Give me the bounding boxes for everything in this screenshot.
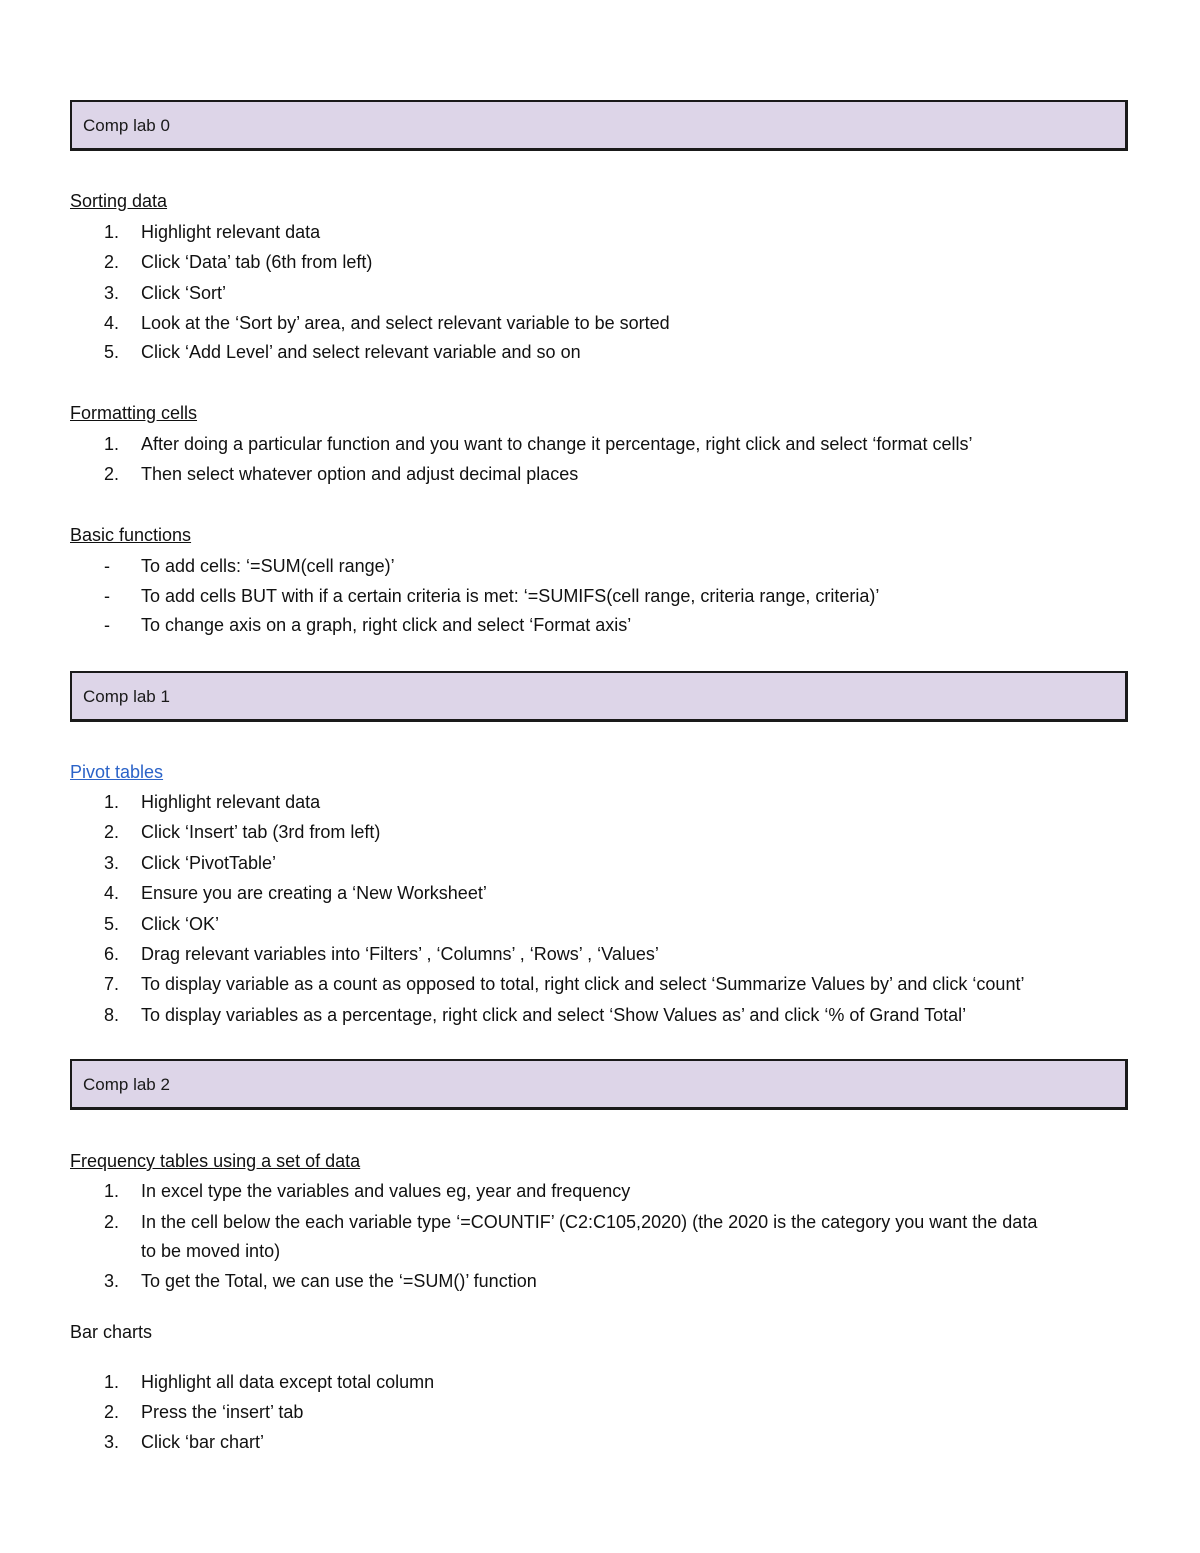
list-item: 6. Drag relevant variables into ‘Filters’ , ‘Columns’ , ‘Rows’ , ‘Values’ [104, 944, 659, 964]
list-item: - To add cells BUT with if a certain criteria is met: ‘=SUMIFS(cell range, criteria range, criteria)’ [104, 586, 880, 606]
list-item: 3. To get the Total, we can use the ‘=SUM()’ function [104, 1271, 537, 1291]
list-item: 2. Press the ‘insert’ tab [104, 1402, 304, 1422]
section-banner-lab1 [70, 671, 1128, 722]
list-item: 1. In excel type the variables and values eg, year and frequency [104, 1181, 631, 1201]
list-item: 1. Highlight relevant data [104, 222, 321, 242]
list-item: 3. Click ‘bar chart’ [104, 1432, 265, 1452]
list-item: 8. To display variables as a percentage, right click and select ‘Show Values as’ and click ‘% of Grand Total’ [104, 1005, 967, 1025]
heading-formatting-cells: Formatting cells [70, 403, 198, 423]
heading-frequency-tables: Frequency tables using a set of data [70, 1151, 361, 1171]
section-banner-lab2 [70, 1059, 1128, 1110]
list-item: 5. Click ‘OK’ [104, 914, 220, 934]
heading-sorting-data: Sorting data [70, 191, 168, 211]
list-item: 4. Look at the ‘Sort by’ area, and select relevant variable to be sorted [104, 313, 670, 333]
list-item: 3. Click ‘PivotTable’ [104, 853, 277, 873]
section-banner-lab0 [70, 100, 1128, 151]
banner-title: Comp lab 0 [83, 116, 170, 135]
list-item: - To add cells: ‘=SUM(cell range)’ [104, 556, 395, 576]
list-item: 1. Highlight all data except total column [104, 1372, 435, 1392]
list-item: 2. Then select whatever option and adjust decimal places [104, 464, 579, 484]
heading-pivot-tables-link[interactable]: Pivot tables [70, 762, 164, 782]
list-item: 5. Click ‘Add Level’ and select relevant variable and so on [104, 342, 581, 362]
list-item: 3. Click ‘Sort’ [104, 283, 227, 303]
list-item: - To change axis on a graph, right click and select ‘Format axis’ [104, 615, 632, 635]
list-item: 7. To display variable as a count as opposed to total, right click and select ‘Summarize Values by’ and click ‘count’ [104, 974, 1025, 994]
list-item: 1. Highlight relevant data [104, 792, 321, 812]
banner-title: Comp lab 1 [83, 687, 170, 706]
banner-title: Comp lab 2 [83, 1075, 170, 1094]
list-item-continuation: to be moved into) [141, 1241, 281, 1261]
list-item: 2. Click ‘Insert’ tab (3rd from left) [104, 822, 381, 842]
list-item: 2. Click ‘Data’ tab (6th from left) [104, 252, 373, 272]
list-item: 4. Ensure you are creating a ‘New Worksheet’ [104, 883, 487, 903]
list-item: 1. After doing a particular function and you want to change it percentage, right click and select ‘format cells’ [104, 434, 973, 454]
list-item: 2. In the cell below the each variable type ‘=COUNTIF’ (C2:C105,2020) (the 2020 is the category you want the data [104, 1212, 1038, 1232]
heading-bar-charts: Bar charts [70, 1322, 153, 1342]
heading-basic-functions: Basic functions [70, 525, 192, 545]
